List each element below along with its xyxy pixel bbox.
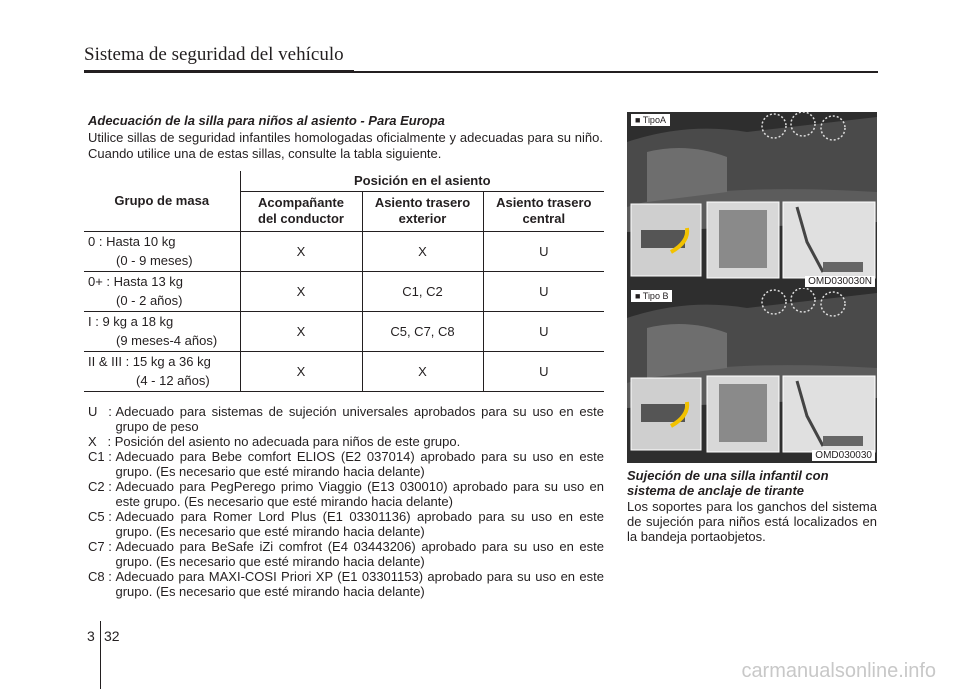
legend-item: [88, 479, 604, 509]
cell-front: X: [240, 231, 362, 271]
figure-label: ■ TipoA: [631, 114, 670, 126]
header-rear-outboard-l1: Asiento trasero: [374, 195, 471, 210]
intro-paragraph: Utilice sillas de seguridad infantiles homologadas oficialmente y adecuadas para su niño. Cuando utilice una de estas sillas, consulte la tabla siguiente.: [88, 130, 603, 161]
figure-label: ■ Tipo B: [631, 290, 672, 302]
legend-key: C8 :: [88, 569, 116, 584]
row-group: [84, 271, 240, 311]
legend-key: C1 :: [88, 449, 116, 464]
row-group-label: 0+ : Hasta 13 kg: [88, 274, 184, 289]
cell-rear-center: U: [483, 311, 604, 351]
cell-rear-center: U: [483, 271, 604, 311]
header-group: Grupo de masa: [84, 171, 240, 231]
header-front-passenger: [240, 191, 362, 231]
legend-text: Adecuado para Bebe comfort ELIOS (E2 037014) aprobado para su uso en este grupo. (Es necesario que esté mirando hacia delante): [115, 449, 604, 479]
legend-text: Adecuado para Romer Lord Plus (E1 03301136) aprobado para su uso en este grupo. (Es necesario que esté mirando hacia delante): [115, 509, 604, 539]
header-rear-center-l2: central: [522, 211, 566, 226]
cell-rear-center: U: [483, 231, 604, 271]
header-front-passenger-l2: del conductor: [258, 211, 344, 226]
caption-text: Los soportes para los ganchos del sistema de sujeción para niños está localizados en la bandeja portaobjetos.: [627, 499, 877, 544]
header-front-passenger-l1: Acompañante: [258, 195, 344, 210]
legend-key: C7 :: [88, 539, 116, 554]
legend-key: C2 :: [88, 479, 116, 494]
row-group: [84, 311, 240, 351]
cell-rear-outboard: X: [362, 231, 483, 271]
header-position: Posición en el asiento: [240, 171, 604, 191]
legend-key: X :: [88, 434, 115, 449]
cell-rear-center: U: [483, 351, 604, 391]
legend-key: U :: [88, 404, 116, 419]
legend-text: Posición del asiento no adecuada para niños de este grupo.: [114, 434, 461, 449]
figure-tipo-b: [627, 288, 877, 463]
child-seat-table: [84, 171, 604, 392]
legend-text: Adecuado para BeSafe iZi comfrot (E4 03443206) aprobado para su uso en este grupo. (Es necesario que esté mirando hacia delante): [115, 539, 604, 569]
cell-rear-outboard: C5, C7, C8: [362, 311, 483, 351]
page-number: 32: [104, 628, 120, 644]
figure-code: OMD030030N: [805, 276, 875, 287]
table-row: [84, 311, 604, 351]
row-group-label: II & III : 15 kg a 36 kg: [88, 354, 211, 369]
cell-rear-outboard: C1, C2: [362, 271, 483, 311]
row-age-range: (0 - 9 meses): [116, 253, 193, 268]
legend-item: [88, 539, 604, 569]
header-rear-outboard-l2: exterior: [398, 211, 447, 226]
row-group: [84, 231, 240, 271]
table-row: [84, 351, 604, 391]
header-rule: [84, 70, 354, 73]
page-header-title: Sistema de seguridad del vehículo: [84, 44, 344, 65]
figure-code: OMD030030: [812, 450, 875, 461]
rear-seat-illustration: [627, 112, 877, 289]
legend-key: C5 :: [88, 509, 116, 524]
row-group: [84, 351, 240, 391]
table-row: [84, 231, 604, 271]
legend-text: Adecuado para MAXI-COSI Priori XP (E1 03301153) aprobado para su uso en este grupo. (Es necesario que esté mirando hacia delante): [115, 569, 604, 599]
cell-front: X: [240, 351, 362, 391]
watermark: carmanualsonline.info: [741, 660, 936, 682]
row-age-range: (4 - 12 años): [136, 373, 210, 388]
row-group-label: I : 9 kg a 18 kg: [88, 314, 174, 329]
row-age-range: (0 - 2 años): [116, 293, 183, 308]
legend-item: [88, 404, 604, 434]
section-title: Adecuación de la silla para niños al asiento - Para Europa: [88, 113, 445, 128]
header-rear-outboard: [362, 191, 483, 231]
cell-front: X: [240, 311, 362, 351]
cell-front: X: [240, 271, 362, 311]
legend-text: Adecuado para sistemas de sujeción universales aprobados para su uso en este grupo de peso: [115, 404, 604, 434]
header-rear-center: [483, 191, 604, 231]
legend-item: [88, 449, 604, 479]
legend-list: [88, 404, 604, 599]
figure-tipo-a: [627, 112, 877, 289]
caption-title: Sujeción de una silla infantil con sistema de anclaje de tirante: [627, 468, 829, 498]
legend-item: [88, 509, 604, 539]
header-rear-center-l1: Asiento trasero: [496, 195, 592, 210]
cell-rear-outboard: X: [362, 351, 483, 391]
row-age-range: (9 meses-4 años): [116, 333, 218, 348]
table-row: [84, 271, 604, 311]
legend-text: Adecuado para PegPerego primo Viaggio (E13 030010) aprobado para su uso en este grupo. (Es necesario que esté mirando hacia delante): [115, 479, 604, 509]
row-group-label: 0 : Hasta 10 kg: [88, 234, 176, 249]
page-section-number: 3: [87, 628, 95, 644]
page-number-divider: [100, 621, 101, 689]
rear-seat-illustration: [627, 288, 877, 463]
header-rule-thin: [354, 71, 878, 73]
legend-item: [88, 569, 604, 599]
legend-item: [88, 434, 604, 449]
